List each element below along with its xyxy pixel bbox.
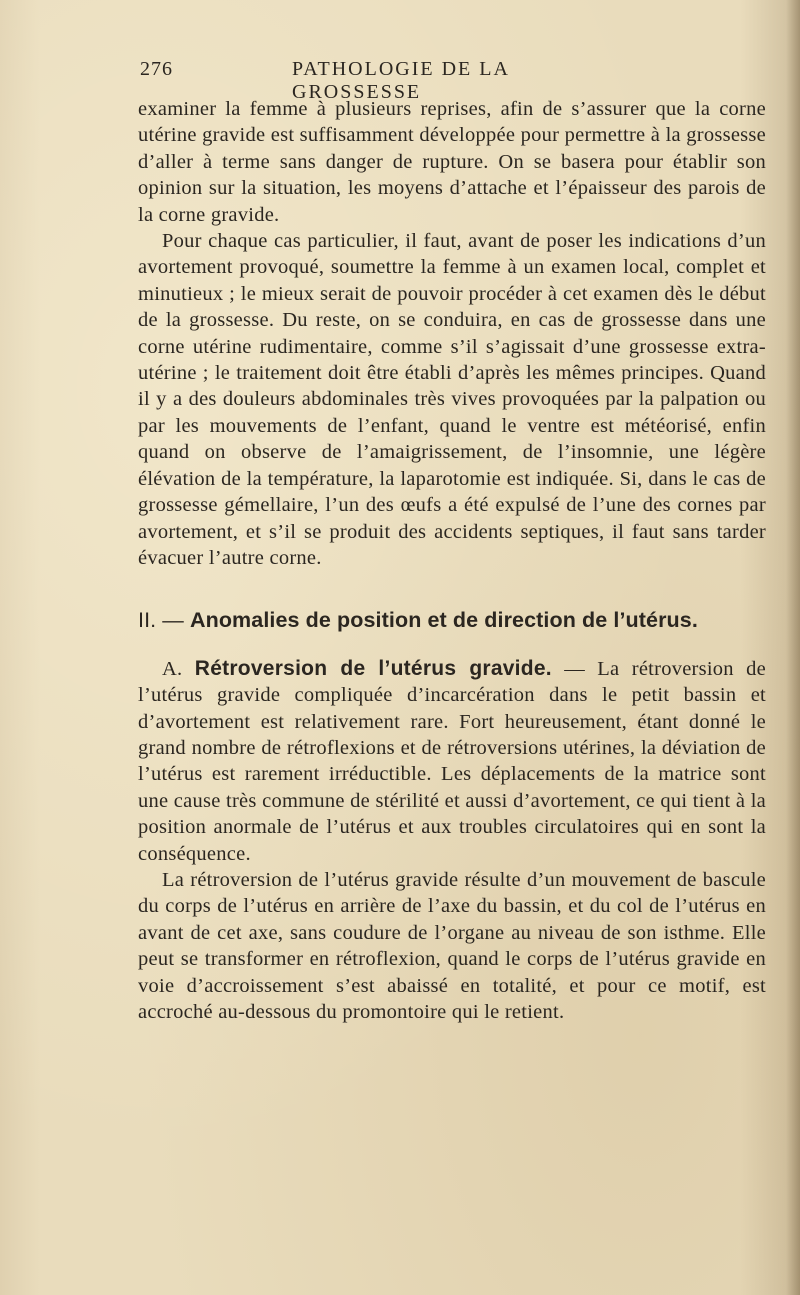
paragraph-retroversion <box>138 656 766 867</box>
subsection-text: — La rétroversion de l’utérus gravide compliquée d’incarcération dans le petit bassin et d’avortement est relativement rare. Fort heureusement, étant donné le grand nombre de rétroflexions et de rétroversions utérines, la déviation de l’utérus est rarement irréductible. Les déplacements de la matrice sont une cause très commune de stérilité et aussi d’avortement, ce qui tient à la position anormale de l’utérus et aux troubles circulatoires qui en sont la conséquence. <box>138 657 766 865</box>
running-title: PATHOLOGIE DE LA GROSSESSE <box>292 58 509 103</box>
paragraph-mechanism: La rétroversion de l’utérus gravide résulte d’un mouvement de bascule du corps de l’utérus en arrière de l’axe du bassin, et du col de l’utérus en avant de cet axe, sans coudure de l’organe au niveau de son isthme. Elle peut se transformer en rétroflexion, quand le corps de l’utérus gravide en voie d’accroissement s’est abaissé en totalité, et pour ce motif, est accroché au-dessous du promontoire qui le retient. <box>138 868 766 1023</box>
subsection-letter: A. <box>162 657 195 680</box>
section-title: Anomalies de position et de direction de l’utérus. <box>189 608 698 633</box>
subsection-title: Rétroversion de l’utérus gravide. <box>194 656 552 680</box>
paragraph-continued: examiner la femme à plusieurs reprises, afin de s’assurer que la corne utérine gravide est suffisamment développée pour permettre à la grossesse d’aller à terme sans danger de rupture. On se basera pour établir son opinion sur la situation, les moyens d’attache et l’épaisseur des parois de la corne gravide. <box>138 98 766 226</box>
body-text <box>138 96 766 1025</box>
section-number: II. — <box>138 608 190 633</box>
section-heading <box>138 607 766 633</box>
page-edge-shadow <box>786 0 800 1295</box>
page-number: 276 <box>140 58 173 80</box>
running-head <box>140 58 630 103</box>
paragraph-indications: Pour chaque cas particulier, il faut, avant de poser les indications d’un avortement provoqué, soumettre la femme à un examen local, complet et minutieux ; le mieux serait de pouvoir procéder à cet examen dès le début de la grossesse. Du reste, on se conduira, en cas de grossesse dans une corne utérine rudimentaire, comme s’il s’agissait d’une grossesse extra-utérine ; le traitement doit être établi d’après les mêmes principes. Quand il y a des douleurs abdominales très vives provoquées par la palpation ou par les mouvements de l’enfant, quand le ventre est météorisé, enfin quand on observe de l’amaigrissement, de l’insomnie, une légère élévation de la température, la laparotomie est indiquée. Si, dans le cas de grossesse gémellaire, l’un des œufs a été expulsé de l’une des cornes par avortement, et s’il se produit des accidents septiques, il faut sans tarder évacuer l’autre corne. <box>138 230 766 569</box>
